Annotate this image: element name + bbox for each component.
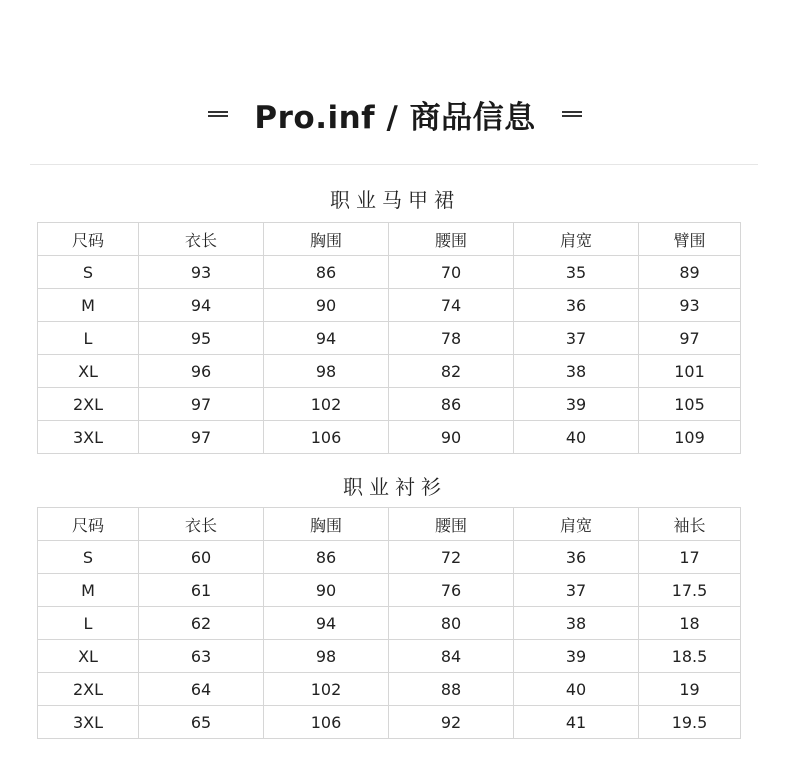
table-cell: 97 (639, 322, 741, 355)
table-cell: 98 (264, 355, 389, 388)
table-cell: 72 (389, 541, 514, 574)
table-cell: 78 (389, 322, 514, 355)
table-cell: 80 (389, 607, 514, 640)
column-header: 肩宽 (514, 508, 639, 541)
table-cell: 39 (514, 640, 639, 673)
table-cell: 65 (139, 706, 264, 739)
double-line-icon (562, 111, 582, 117)
column-header: 臂围 (639, 223, 741, 256)
page-title: Pro.inf / 商品信息 (254, 99, 536, 136)
table-cell: 106 (264, 421, 389, 454)
size-table-shirt (37, 507, 741, 739)
table-cell: 37 (514, 322, 639, 355)
table-cell: 61 (139, 574, 264, 607)
table-cell: 35 (514, 256, 639, 289)
table-cell: 109 (639, 421, 741, 454)
table-cell: 38 (514, 355, 639, 388)
table-cell: 94 (139, 289, 264, 322)
table-cell: 19 (639, 673, 741, 706)
table-cell: 70 (389, 256, 514, 289)
table-row (38, 706, 741, 739)
table-cell: S (38, 256, 139, 289)
table-row (38, 289, 741, 322)
table-cell: 64 (139, 673, 264, 706)
table-row (38, 607, 741, 640)
table-cell: 2XL (38, 388, 139, 421)
column-header: 腰围 (389, 223, 514, 256)
table-row (38, 256, 741, 289)
column-header: 衣长 (139, 508, 264, 541)
table-cell: M (38, 574, 139, 607)
table-cell: S (38, 541, 139, 574)
column-header: 腰围 (389, 508, 514, 541)
table-row (38, 421, 741, 454)
table-cell: 96 (139, 355, 264, 388)
table-cell: 95 (139, 322, 264, 355)
table-cell: 82 (389, 355, 514, 388)
table-cell: 19.5 (639, 706, 741, 739)
table-cell: 94 (264, 322, 389, 355)
table-cell: 41 (514, 706, 639, 739)
table-row (38, 322, 741, 355)
table-cell: 36 (514, 541, 639, 574)
table-cell: 105 (639, 388, 741, 421)
table-cell: 97 (139, 388, 264, 421)
table-cell: M (38, 289, 139, 322)
table-cell: 37 (514, 574, 639, 607)
table-cell: 102 (264, 388, 389, 421)
table-cell: 17 (639, 541, 741, 574)
table-cell: 86 (264, 541, 389, 574)
table-cell: 39 (514, 388, 639, 421)
double-line-icon (208, 111, 228, 117)
table-row (38, 541, 741, 574)
table-cell: 106 (264, 706, 389, 739)
table-row (38, 673, 741, 706)
table-cell: 102 (264, 673, 389, 706)
table-cell: 84 (389, 640, 514, 673)
table-header-row (38, 508, 741, 541)
column-header: 肩宽 (514, 223, 639, 256)
table-cell: 86 (264, 256, 389, 289)
table-cell: 101 (639, 355, 741, 388)
table-cell: 97 (139, 421, 264, 454)
table-cell: 17.5 (639, 574, 741, 607)
table-row (38, 388, 741, 421)
column-header: 胸围 (264, 223, 389, 256)
table-cell: 62 (139, 607, 264, 640)
table-header-row (38, 223, 741, 256)
table-cell: 90 (264, 289, 389, 322)
size-table-vest-skirt (37, 222, 741, 454)
table-cell: XL (38, 640, 139, 673)
table-cell: 98 (264, 640, 389, 673)
column-header: 尺码 (38, 223, 139, 256)
table-cell: 94 (264, 607, 389, 640)
section-title-shirt: 职业衬衫 (343, 475, 447, 499)
table-cell: 92 (389, 706, 514, 739)
table-cell: 89 (639, 256, 741, 289)
table-cell: 2XL (38, 673, 139, 706)
table-cell: 40 (514, 673, 639, 706)
table-row (38, 574, 741, 607)
table-cell: 76 (389, 574, 514, 607)
page-header (0, 86, 790, 142)
table-row (38, 640, 741, 673)
table-cell: 90 (389, 421, 514, 454)
table-cell: 3XL (38, 706, 139, 739)
table-cell: 36 (514, 289, 639, 322)
table-cell: 18 (639, 607, 741, 640)
column-header: 袖长 (639, 508, 741, 541)
table-cell: 88 (389, 673, 514, 706)
table-cell: 38 (514, 607, 639, 640)
table-row (38, 355, 741, 388)
table-cell: L (38, 607, 139, 640)
table-cell: L (38, 322, 139, 355)
table-cell: 93 (139, 256, 264, 289)
divider (30, 164, 758, 165)
table-cell: 18.5 (639, 640, 741, 673)
table-cell: 60 (139, 541, 264, 574)
table-cell: 93 (639, 289, 741, 322)
table-cell: 90 (264, 574, 389, 607)
table-cell: 40 (514, 421, 639, 454)
column-header: 衣长 (139, 223, 264, 256)
column-header: 胸围 (264, 508, 389, 541)
table-cell: XL (38, 355, 139, 388)
table-cell: 63 (139, 640, 264, 673)
table-cell: 86 (389, 388, 514, 421)
table-cell: 74 (389, 289, 514, 322)
section-title-vest-skirt: 职业马甲裙 (330, 188, 460, 212)
table-cell: 3XL (38, 421, 139, 454)
column-header: 尺码 (38, 508, 139, 541)
